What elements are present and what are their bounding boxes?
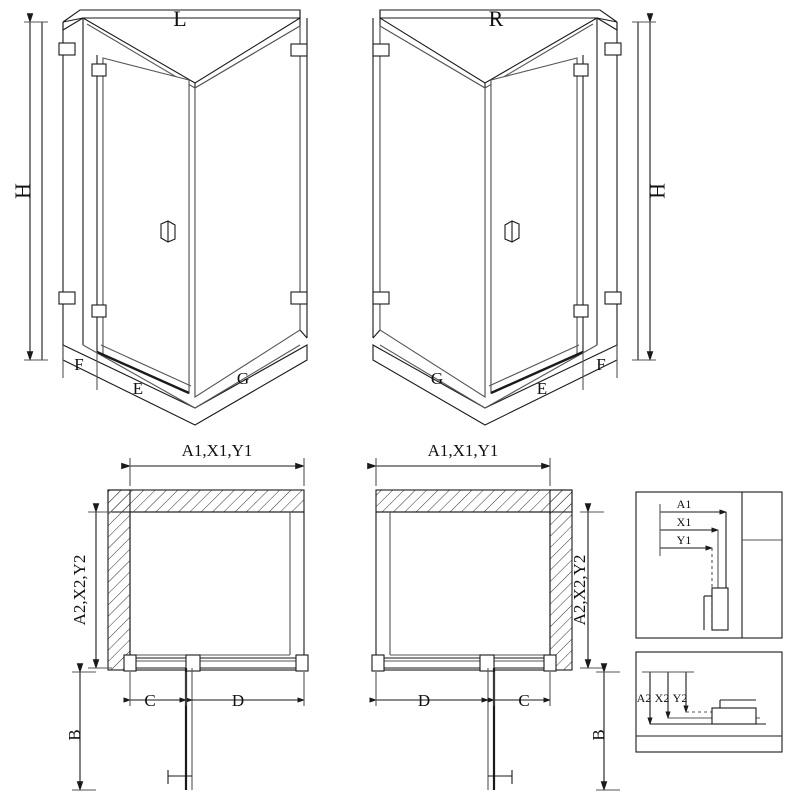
dim-front-center-left: E xyxy=(132,379,144,398)
detail-top-label-x1: X1 xyxy=(676,515,692,529)
dim-plan-right-d: D xyxy=(417,691,431,710)
detail-bottom-label-y2: Y2 xyxy=(672,691,688,705)
dim-front-left-right: F xyxy=(596,355,606,374)
dim-height-right: H xyxy=(645,183,670,199)
dim-plan-left-c: C xyxy=(144,691,156,710)
dim-side-right: G xyxy=(430,369,444,388)
dim-height-left: H xyxy=(10,183,35,199)
iso-view-right xyxy=(373,10,656,425)
detail-top-label-y1: Y1 xyxy=(676,533,692,547)
dim-front-left-left: F xyxy=(74,355,84,374)
label-handedness-right: R xyxy=(488,6,504,31)
dim-plan-right-side: A2,X2,Y2 xyxy=(570,554,589,626)
dim-front-center-right: E xyxy=(536,379,548,398)
dim-plan-right-b: B xyxy=(589,729,608,741)
iso-view-left xyxy=(24,10,307,425)
dim-plan-right-top: A1,X1,Y1 xyxy=(427,441,499,460)
dim-plan-left-d: D xyxy=(231,691,245,710)
detail-bottom-label-x2: X2 xyxy=(654,691,670,705)
label-handedness-left: L xyxy=(173,6,187,31)
dim-side-left: G xyxy=(236,369,250,388)
dim-plan-left-side: A2,X2,Y2 xyxy=(70,554,89,626)
dim-plan-left-top: A1,X1,Y1 xyxy=(181,441,253,460)
plan-view-left xyxy=(72,458,308,790)
detail-view-top xyxy=(636,492,782,638)
detail-bottom-label-a2: A2 xyxy=(636,691,652,705)
detail-top-label-a1: A1 xyxy=(676,497,692,511)
dim-plan-right-c: C xyxy=(518,691,530,710)
dim-plan-left-b: B xyxy=(65,729,84,741)
